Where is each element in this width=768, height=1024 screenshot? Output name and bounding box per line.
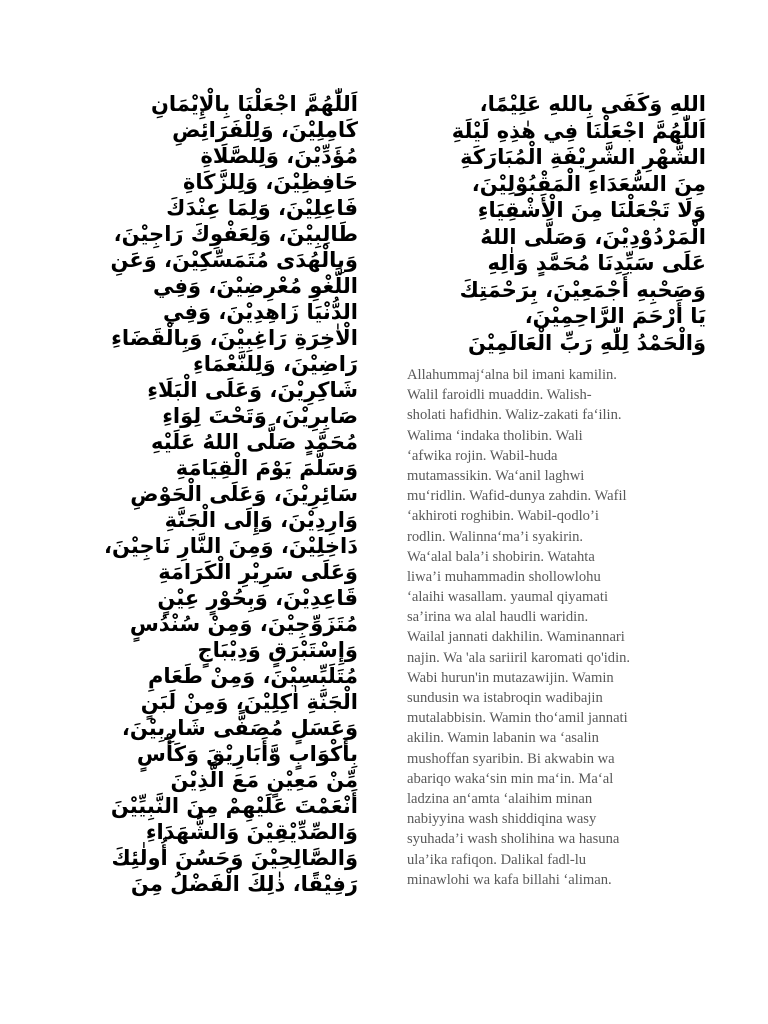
- arabic-text-line: وَلَا تَجْعَلْنَا مِنَ الْأَشْقِيَاءِ: [477, 198, 706, 222]
- arabic-text-line: اللَّغْوِ مُعْرِضِيْنَ، وَفِي: [152, 274, 358, 298]
- arabic-text-line: عَلَى سَيِّدِنَا مُحَمَّدٍ وَاٰلِهِ: [487, 251, 706, 275]
- arabic-text-line: سَائِرِيْنَ، وَعَلَى الْحَوْضِ: [130, 482, 358, 506]
- arabic-text-line: الْجَنَّةِ اٰكِلِيْنَ، وَمِنْ لَبَنٍ: [140, 690, 358, 714]
- transliteration-line: nabiyyina wash shiddiqina wasy: [407, 811, 597, 828]
- transliteration-line: mushoffan syaribin. Bi akwabin wa: [407, 750, 615, 767]
- transliteration-line: ladzina an‘amta ‘alaihim minan: [407, 790, 593, 807]
- arabic-text-line: وَبِالْهُدَى مُتَمَسِّكِيْنَ، وَعَنِ: [110, 248, 358, 272]
- transliteration-line: ‘akhiroti roghibin. Wabil-qodlo’i: [407, 508, 599, 525]
- arabic-text-left-column: [96, 91, 358, 897]
- transliteration-line: Wailal jannati dakhilin. Waminannari: [407, 629, 625, 646]
- arabic-text-line: بِأَكْوَابٍ وَّأَبَارِيْقَ وَكَأْسٍ: [136, 742, 358, 766]
- transliteration-line: Wa‘alal bala’i shobirin. Watahta: [407, 548, 595, 565]
- arabic-text-line: أَنْعَمْتَ عَلَيْهِمْ مِنَ النَّبِيِّيْنَ: [110, 794, 358, 818]
- arabic-text-line: وَسَلَّمَ يَوْمَ الْقِيَامَةِ: [175, 456, 358, 480]
- arabic-text-line: الشَّهْرِ الشَّرِيْفَةِ الْمُبَارَكَةِ: [460, 145, 706, 169]
- transliteration-line: syuhada’i wash sholihina wa hasuna: [407, 831, 620, 848]
- arabic-text-line: وَصَحْبِهِ أَجْمَعِيْنَ، بِرَحْمَتِكَ: [459, 277, 706, 302]
- arabic-text-line: مُتَزَوِّجِيْنَ، وَمِنْ سُنْدُسٍ: [129, 612, 358, 636]
- transliteration-line: mu‘ridlin. Wafid-dunya zahdin. Wafil: [407, 488, 627, 505]
- transliteration-line: rodlin. Walinna‘ma’i syakirin.: [407, 528, 584, 545]
- arabic-text-line: مُؤَدِّيْنَ، وَلِلصَّلَاةِ: [200, 144, 358, 168]
- transliteration-line: liwa’i muhammadin shollowlohu: [407, 568, 601, 585]
- transliteration-text: [407, 365, 717, 890]
- arabic-text-line: وَارِدِيْنَ، وَإِلَى الْجَنَّةِ: [164, 508, 358, 532]
- arabic-text-line: الدُّنْيَا زَاهِدِيْنَ، وَفِي: [163, 300, 358, 324]
- transliteration-line: ‘alaihi wasallam. yaumal qiyamati: [407, 589, 608, 606]
- arabic-text-line: وَالصِّدِّيْقِيْنَ وَالشُّهَدَاءِ: [145, 820, 358, 844]
- arabic-text-line: وَالصَّالِحِيْنَ وَحَسُنَ أُولٰئِكَ: [111, 846, 358, 870]
- arabic-text-line: مُحَمَّدٍ صَلَّى اللهُ عَلَيْهِ: [150, 430, 358, 454]
- arabic-text-line: وَالْحَمْدُ لِلّٰهِ رَبِّ الْعَالَمِيْنَ: [467, 330, 706, 355]
- arabic-text-line: رَاضِيْنَ، وَلِلنَّعْمَاءِ: [193, 352, 358, 376]
- arabic-text-line: وَعَلَى سَرِيْرِ الْكَرَامَةِ: [158, 560, 358, 584]
- arabic-text-line: اللهِ وَكَفَى بِاللهِ عَلِيْمًا،: [479, 92, 706, 116]
- arabic-text-line: كَامِلِيْنَ، وَلِلْفَرَائِضِ: [172, 118, 358, 142]
- transliteration-line: sa’irina wa alal haudli waridin.: [407, 609, 589, 626]
- arabic-text-line: وَإِسْتَبْرَقٍ وَدِيْبَاجٍ: [197, 638, 358, 662]
- arabic-text-line: الْاٰخِرَةِ رَاغِبِيْنَ، وَبِالْقَضَاءِ: [111, 326, 358, 350]
- arabic-text-line: يَا أَرْحَمَ الرَّاحِمِيْنَ،: [524, 304, 706, 328]
- transliteration-line: ula’ika rafiqon. Dalikal fadl-lu: [407, 851, 587, 868]
- arabic-text-line: شَاكِرِيْنَ، وَعَلَى الْبَلَاءِ: [147, 378, 358, 402]
- transliteration-line: akilin. Wamin labanin wa ‘asalin: [407, 730, 599, 747]
- transliteration-line: najin. Wa 'ala sariiril karomati qo'idin.: [407, 649, 631, 666]
- transliteration-line: sundusin wa istabroqin wadibajin: [407, 690, 603, 706]
- transliteration-line: Walil faroidli muaddin. Walish-: [407, 387, 592, 404]
- arabic-text-line: فَاعِلِيْنَ، وَلِمَا عِنْدَكَ: [166, 196, 358, 220]
- arabic-text-line: طَالِبِيْنَ، وَلِعَفْوِكَ رَاجِيْنَ،: [113, 222, 358, 246]
- arabic-text-line: صَابِرِيْنَ، وَتَحْتَ لِوَاءِ: [162, 404, 358, 428]
- transliteration-line: mutamassikin. Wa‘anil laghwi: [407, 467, 585, 484]
- transliteration-line: Allahummaj‘alna bil imani kamilin.: [407, 367, 617, 383]
- transliteration-line: Walima ‘indaka tholibin. Wali: [407, 427, 583, 444]
- arabic-text-line: مِّنْ مَعِيْنٍ مَعَ الَّذِيْنَ: [170, 768, 358, 792]
- arabic-text-line: رَفِيْقًا، ذٰلِكَ الْفَضْلُ مِنَ: [130, 872, 358, 896]
- transliteration-line: ‘afwika rojin. Wabil-huda: [407, 447, 558, 464]
- arabic-text-line: الْمَرْدُوْدِيْنَ، وَصَلَّى اللهُ: [480, 224, 706, 249]
- arabic-text-line: مِنَ السُّعَدَاءِ الْمَقْبُوْلِيْنَ،: [471, 171, 706, 196]
- arabic-text-line: اَللّٰهُمَّ اجْعَلْنَا بِالْإِيْمَانِ: [150, 92, 358, 116]
- arabic-text-line: قَاعِدِيْنَ، وَبِحُوْرٍ عِيْنٍ: [157, 586, 358, 610]
- arabic-text-line: اَللّٰهُمَّ اجْعَلْنَا فِي هٰذِهِ لَيْلَةِ: [451, 118, 706, 143]
- arabic-text-line: وَعَسَلٍ مُصَفًّى شَارِبِيْنَ،: [121, 716, 358, 740]
- transliteration-line: Wabi hurun'in mutazawijin. Wamin: [407, 669, 614, 686]
- transliteration-line: abariqo waka‘sin min ma‘in. Ma‘al: [407, 770, 614, 787]
- transliteration-line: minawlohi wa kafa billahi ‘aliman.: [407, 871, 612, 888]
- transliteration-line: sholati hafidhin. Waliz-zakati fa‘ilin.: [407, 407, 622, 424]
- arabic-text-line: دَاخِلِيْنَ، وَمِنَ النَّارِ نَاجِيْنَ،: [104, 534, 358, 558]
- transliteration-line: mutalabbisin. Wamin tho‘amil jannati: [407, 710, 628, 727]
- arabic-text-line: حَافِظِيْنَ، وَلِلزَّكَاةِ: [182, 170, 358, 194]
- arabic-text-line: مُتَلَبِّسِيْنَ، وَمِنْ طَعَامِ: [147, 664, 358, 688]
- arabic-text-right-column: [406, 91, 706, 356]
